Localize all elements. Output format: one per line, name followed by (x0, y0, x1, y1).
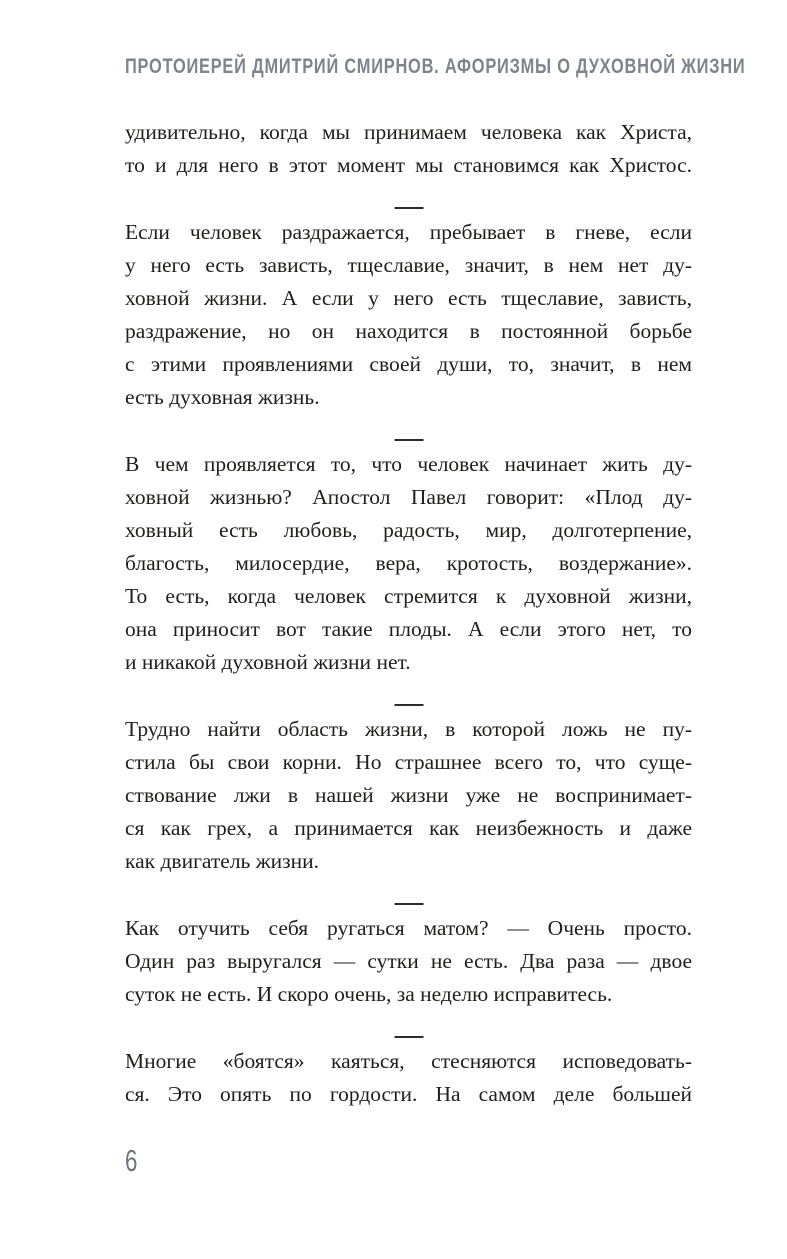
text-line: то и для него в этот момент мы становимся как Христос. (125, 153, 692, 177)
text-line: у него есть зависть, тщеславие, значит, в нем нет ду- (125, 253, 692, 277)
paragraph (125, 912, 692, 1011)
text-line: ховный есть любовь, радость, мир, долготерпение, (125, 518, 692, 542)
text-line: В чем проявляется то, что человек начинает жить ду- (125, 452, 692, 476)
text-line: ховной жизнью? Апостол Павел говорит: «Плод ду- (125, 485, 692, 509)
text-line: Многие «боятся» каяться, стесняются исповедовать- (125, 1049, 692, 1073)
text-line: ся. Это опять по гордости. На самом деле большей (125, 1082, 692, 1106)
text-line: раздражение, но он находится в постоянной борьбе (125, 319, 692, 343)
text-line: как двигатель жизни. (125, 849, 319, 873)
divider-line (394, 439, 423, 441)
text-line: Как отучить себя ругаться матом? — Очень просто. (125, 916, 692, 940)
paragraph (125, 216, 692, 414)
text-line: Трудно найти область жизни, в которой ложь не пу- (125, 717, 692, 741)
page-number: 6 (125, 1143, 138, 1178)
section-divider (125, 878, 692, 912)
text-line: и никакой духовной жизни нет. (125, 650, 411, 674)
text-line: стила бы свои корни. Но страшнее всего то, что суще- (125, 750, 692, 774)
text-line: суток не есть. И скоро очень, за неделю исправитесь. (125, 982, 613, 1006)
text-line: ствование лжи в нашей жизни уже не воспринимает- (125, 783, 692, 807)
section-divider (125, 414, 692, 448)
section-divider (125, 679, 692, 713)
paragraph (125, 713, 692, 878)
text-line: Один раз выругался — сутки не есть. Два раза — двое (125, 949, 692, 973)
divider-line (394, 704, 423, 706)
text-line: ся как грех, а принимается как неизбежность и даже (125, 816, 692, 840)
text-line: она приносит вот такие плоды. А если этого нет, то (125, 617, 692, 641)
paragraph (125, 448, 692, 679)
text-line: Если человек раздражается, пребывает в гневе, если (125, 220, 692, 244)
section-divider (125, 1011, 692, 1045)
divider-line (394, 207, 423, 209)
running-header: ПРОТОИЕРЕЙ ДМИТРИЙ СМИРНОВ. АФОРИЗМЫ О ДУХОВНОЙ ЖИЗНИ (125, 55, 746, 78)
divider-line (394, 1036, 423, 1038)
text-line: с этими проявлениями своей души, то, значит, в нем (125, 352, 692, 376)
paragraph (125, 116, 692, 182)
text-line: есть духовная жизнь. (125, 385, 320, 409)
divider-line (394, 903, 423, 905)
section-divider (125, 182, 692, 216)
page-content (125, 116, 692, 1111)
text-line: То есть, когда человек стремится к духовной жизни, (125, 584, 692, 608)
text-line: удивительно, когда мы принимаем человека как Христа, (125, 120, 692, 144)
text-line: ховной жизни. А если у него есть тщеславие, зависть, (125, 286, 692, 310)
text-line: благость, милосердие, вера, кротость, воздержание». (125, 551, 692, 575)
paragraph (125, 1045, 692, 1111)
